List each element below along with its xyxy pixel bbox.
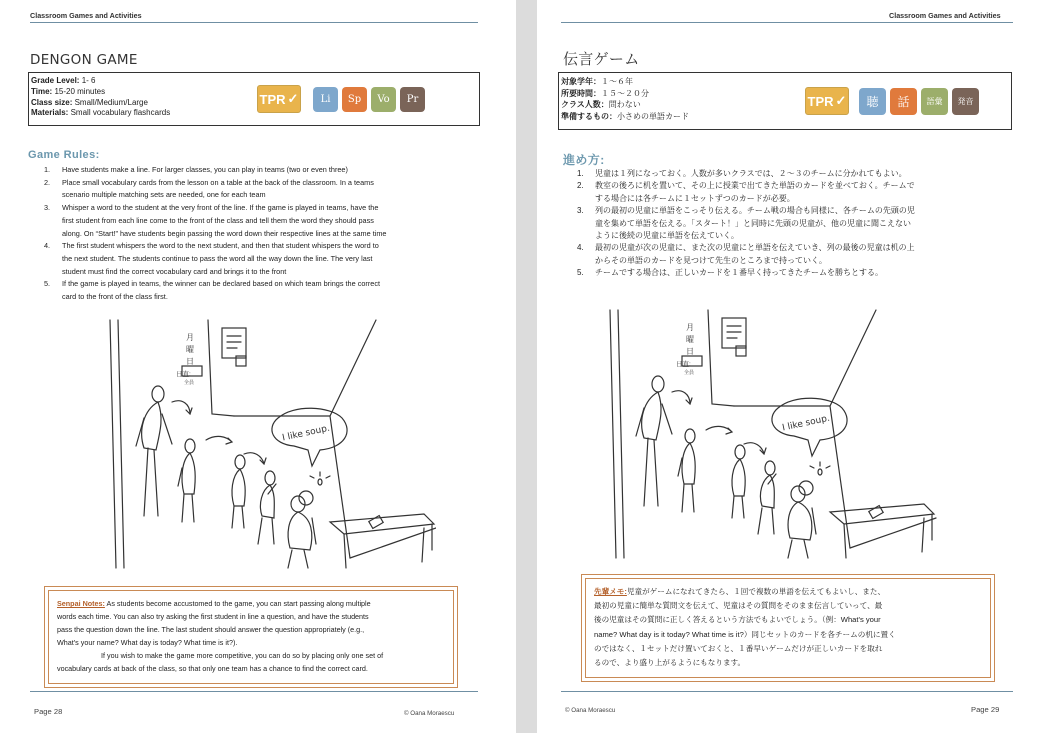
- footer-rule: [30, 691, 478, 692]
- calendar-char: 月: [186, 333, 194, 342]
- listening-badge: 聴: [859, 88, 886, 115]
- footer-rule: [561, 691, 1013, 692]
- speaking-badge: 話: [890, 88, 917, 115]
- right-page: [537, 0, 1053, 733]
- vocabulary-badge: 語彙: [921, 88, 948, 115]
- list-item: 3. Whisper a word to the student at the very front of the line. If the game is played in teams, have the first student from each line come to the front of the class and tell them the word they should pass along. On “Start!” have students begin passing the word down their respective lines at the same time: [44, 203, 387, 238]
- calendar-char: 日: [686, 347, 694, 356]
- calendar-char: 曜: [686, 335, 694, 344]
- calendar-char: 日: [186, 357, 194, 366]
- info-grade: Grade Level: 1- 6: [31, 76, 96, 85]
- tpr-badge: TPR ✓: [257, 85, 301, 113]
- list-item: 2. Place small vocabulary cards from the lesson on a table at the back of the classroom. In a teams scenario multiple matching sets are needed, one for each team: [44, 177, 374, 200]
- calendar-char: 曜: [186, 345, 194, 354]
- notes-line: pass the question down the line. The last student should answer the question appropriately (e.g.,: [57, 625, 365, 634]
- listening-badge: Li: [313, 87, 338, 112]
- notes-line: 後の児童はその質問に正しく答えるという方法でもよいでしょう。（例：What's your: [594, 615, 881, 625]
- skill-badges: [805, 87, 983, 115]
- section-heading: 進め方:: [563, 153, 605, 167]
- section-heading: Game Rules:: [28, 149, 100, 161]
- list-item: 4. The first student whispers the word to the next student, and then that student whispers the word to the next student. The students continue to pass the word all the way down the line. The very last student must find the correct vocabulary card and brings it to the front: [44, 241, 379, 276]
- page-number: Page 29: [971, 705, 1000, 714]
- header-rule: [30, 22, 478, 23]
- speech-bubble-text: I like soup.: [281, 423, 331, 444]
- vocabulary-badge: Vo: [371, 87, 396, 112]
- list-item: 1. Have students make a line. For larger classes, you can play in teams (two or even three): [44, 165, 348, 174]
- info-box: [558, 72, 1012, 130]
- rules-list: [577, 168, 1017, 280]
- list-item: 5. If the game is played in teams, the winner can be declared based on which team brings the correct card to the front of the class first.: [44, 279, 380, 302]
- notes-line: vocabulary cards at back of the class, so that only one team has a chance to find the correct card.: [57, 664, 368, 673]
- info-materials: 準備するもの：小さめの単語カード: [561, 111, 689, 121]
- notes-line: If you wish to make the game more competitive, you can do so by placing only one set of: [101, 651, 384, 660]
- speaking-badge: Sp: [342, 87, 367, 112]
- pronunciation-badge: Pr: [400, 87, 425, 112]
- page-title: DENGON GAME: [30, 52, 138, 68]
- notes-line: words each time. You can also try asking the first student in line a question, and have the students: [57, 612, 369, 621]
- skill-badges: [257, 85, 429, 113]
- info-time: Time: 15-20 minutes: [31, 86, 106, 96]
- speech-bubble-text: I like soup.: [781, 413, 831, 434]
- notes-line: るので、より盛り上がるようにもなります。: [594, 658, 746, 668]
- info-grade: 対象学年：１～６年: [561, 77, 633, 86]
- notes-line: What's your name? What day is today? What time is it?).: [57, 638, 238, 647]
- notes-label: Senpai Notes:: [57, 599, 105, 608]
- page-number: Page 28: [34, 707, 63, 716]
- list-item: 5. チームでする場合は、正しいカードを１番早く持ってきたチームを勝ちとする。: [577, 268, 883, 278]
- calendar-label: 日直:: [676, 361, 691, 368]
- checkmark-icon: ✓: [835, 93, 847, 108]
- copyright: © Oana Moraescu: [404, 710, 455, 717]
- sign-label: 全員: [684, 370, 695, 376]
- info-box: [28, 72, 480, 126]
- left-page: [0, 0, 516, 733]
- rules-list: [44, 164, 484, 304]
- senpai-notes-box: [44, 586, 458, 688]
- page-title: 伝言ゲーム: [563, 50, 640, 68]
- notes-line: Senpai Notes: As students become accustomed to the game, you can start passing along multiple: [57, 599, 371, 608]
- notes-line: name? What day is it today? What time is it?）同じセットのカードを各チームの机に置く: [594, 629, 896, 639]
- info-time: 所要時間：１５～２０分: [561, 88, 649, 98]
- info-class-size: Class size: Small/Medium/Large: [31, 97, 148, 107]
- running-header: Classroom Games and Activities: [30, 11, 142, 20]
- info-materials: Materials: Small vocabulary flashcards: [31, 108, 171, 118]
- copyright: © Oana Moraescu: [565, 707, 616, 714]
- notes-line: 先輩メモ:児童がゲームになれてきたら、１回で複数の単語を伝えてもよいし、また、: [594, 587, 886, 596]
- info-class-size: クラス人数：問わない: [561, 100, 641, 109]
- classroom-illustration: [98, 318, 436, 574]
- senpai-notes-box: [581, 574, 995, 682]
- list-item: 2. 教室の後ろに机を置いて、その上に授業で出てきた単語のカードを並べておく。チームで する場合には各チームに１セットずつのカードが必要。: [577, 181, 915, 203]
- checkmark-icon: ✓: [287, 91, 299, 106]
- classroom-illustration: [597, 308, 937, 564]
- notes-label: 先輩メモ:: [594, 587, 627, 596]
- calendar-label: 日直:: [176, 371, 191, 378]
- header-rule: [561, 22, 1013, 23]
- notes-line: のではなく、１セットだけ置いておくと、１番早いゲームだけが正しいカードを取れ: [594, 643, 883, 653]
- tpr-badge: TPR ✓: [805, 87, 849, 115]
- list-item: 4. 最初の児童が次の児童に、また次の児童にと単語を伝えていき、列の最後の児童は机の上 からその単語のカードを見つけて先生のところまで持っていく。: [577, 243, 915, 265]
- running-header: Classroom Games and Activities: [889, 11, 1001, 20]
- sign-label: 全員: [184, 380, 195, 386]
- list-item: 3. 列の最初の児童に単語をこっそり伝える。チーム戦の場合も同様に、各チームの先頭の児 童を集めて単語を伝える。「スタート！」と同時に先頭の児童が、他の児童に聞こえない ように後続の児童に単語を伝えていく。: [577, 206, 915, 241]
- calendar-char: 月: [686, 323, 694, 332]
- pronunciation-badge: 発音: [952, 88, 979, 115]
- notes-line: 最初の児童に簡単な質問文を伝えて、児童はその質問をそのまま伝言していって、最: [594, 601, 883, 611]
- list-item: 1. 児童は１列になっておく。人数が多いクラスでは、２～３のチームに分かれてもよい。: [577, 169, 907, 178]
